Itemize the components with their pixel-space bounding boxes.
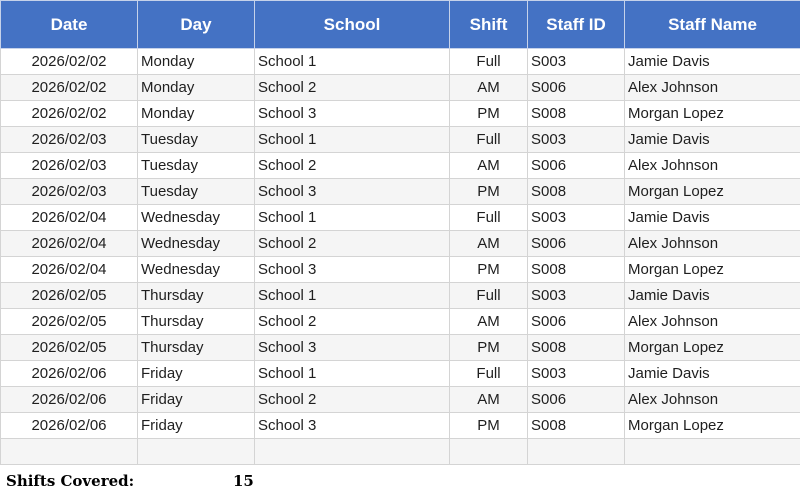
- staff-name-cell[interactable]: Alex Johnson: [625, 387, 800, 413]
- header-date[interactable]: Date: [1, 1, 138, 49]
- staff-name-cell[interactable]: Jamie Davis: [625, 205, 800, 231]
- school-cell[interactable]: School 3: [255, 179, 450, 205]
- day-cell[interactable]: Tuesday: [138, 127, 255, 153]
- staff-id-cell[interactable]: S008: [528, 413, 625, 439]
- staff-id-cell[interactable]: [528, 439, 625, 465]
- staff-id-cell[interactable]: S006: [528, 153, 625, 179]
- school-cell[interactable]: School 3: [255, 413, 450, 439]
- staff-name-cell[interactable]: Morgan Lopez: [625, 413, 800, 439]
- table-row: [1, 283, 800, 309]
- table-row: [1, 309, 800, 335]
- date-cell[interactable]: 2026/02/02: [1, 49, 138, 75]
- shift-cell[interactable]: [450, 439, 528, 465]
- staff-name-cell[interactable]: Jamie Davis: [625, 283, 800, 309]
- date-cell[interactable]: 2026/02/02: [1, 101, 138, 127]
- date-cell[interactable]: 2026/02/05: [1, 309, 138, 335]
- day-cell[interactable]: Wednesday: [138, 231, 255, 257]
- table-row: [1, 439, 800, 465]
- staff-id-cell[interactable]: S008: [528, 101, 625, 127]
- school-cell[interactable]: School 3: [255, 335, 450, 361]
- school-cell[interactable]: School 1: [255, 127, 450, 153]
- table-row: [1, 179, 800, 205]
- shift-cell[interactable]: PM: [450, 101, 528, 127]
- staff-name-cell[interactable]: [625, 439, 800, 465]
- shift-cell[interactable]: Full: [450, 361, 528, 387]
- table-row: [1, 257, 800, 283]
- shift-cell[interactable]: Full: [450, 205, 528, 231]
- staff-id-cell[interactable]: S008: [528, 335, 625, 361]
- staff-name-cell[interactable]: Jamie Davis: [625, 127, 800, 153]
- staff-name-cell[interactable]: Morgan Lopez: [625, 101, 800, 127]
- date-cell[interactable]: 2026/02/03: [1, 179, 138, 205]
- shift-cell[interactable]: AM: [450, 309, 528, 335]
- day-cell[interactable]: Tuesday: [138, 179, 255, 205]
- school-cell[interactable]: School 1: [255, 49, 450, 75]
- shift-cell[interactable]: AM: [450, 75, 528, 101]
- header-staff-name[interactable]: Staff Name: [625, 1, 800, 49]
- date-cell[interactable]: 2026/02/03: [1, 153, 138, 179]
- school-cell[interactable]: School 3: [255, 257, 450, 283]
- school-cell[interactable]: School 2: [255, 153, 450, 179]
- shift-cell[interactable]: Full: [450, 49, 528, 75]
- school-cell[interactable]: School 2: [255, 231, 450, 257]
- school-cell[interactable]: School 2: [255, 309, 450, 335]
- date-cell[interactable]: 2026/02/05: [1, 283, 138, 309]
- table-row: [1, 205, 800, 231]
- day-cell[interactable]: Friday: [138, 413, 255, 439]
- day-cell[interactable]: Thursday: [138, 309, 255, 335]
- staff-id-cell[interactable]: S003: [528, 127, 625, 153]
- day-cell[interactable]: Thursday: [138, 335, 255, 361]
- day-cell[interactable]: Monday: [138, 101, 255, 127]
- day-cell[interactable]: Wednesday: [138, 205, 255, 231]
- school-cell[interactable]: School 3: [255, 101, 450, 127]
- school-cell[interactable]: School 1: [255, 283, 450, 309]
- school-cell[interactable]: [255, 439, 450, 465]
- shift-cell[interactable]: AM: [450, 387, 528, 413]
- table-row: [1, 75, 800, 101]
- staff-name-cell[interactable]: Morgan Lopez: [625, 257, 800, 283]
- shift-cell[interactable]: Full: [450, 283, 528, 309]
- date-cell[interactable]: 2026/02/06: [1, 413, 138, 439]
- header-shift[interactable]: Shift: [450, 1, 528, 49]
- shift-cell[interactable]: PM: [450, 335, 528, 361]
- shift-cell[interactable]: PM: [450, 413, 528, 439]
- school-cell[interactable]: School 1: [255, 361, 450, 387]
- shift-cell[interactable]: PM: [450, 179, 528, 205]
- table-row: [1, 153, 800, 179]
- shift-cell[interactable]: AM: [450, 231, 528, 257]
- table-row: [1, 127, 800, 153]
- header-row: [1, 1, 800, 49]
- staff-name-cell[interactable]: Jamie Davis: [625, 49, 800, 75]
- table-row: [1, 413, 800, 439]
- table-row: [1, 49, 800, 75]
- staff-id-cell[interactable]: S006: [528, 75, 625, 101]
- day-cell[interactable]: Monday: [138, 75, 255, 101]
- date-cell[interactable]: 2026/02/06: [1, 387, 138, 413]
- staff-name-cell[interactable]: Alex Johnson: [625, 309, 800, 335]
- staff-id-cell[interactable]: S008: [528, 257, 625, 283]
- staff-name-cell[interactable]: Morgan Lopez: [625, 335, 800, 361]
- shift-cell[interactable]: Full: [450, 127, 528, 153]
- date-cell[interactable]: 2026/02/06: [1, 361, 138, 387]
- header-school[interactable]: School: [255, 1, 450, 49]
- date-cell[interactable]: 2026/02/03: [1, 127, 138, 153]
- table-row: [1, 361, 800, 387]
- table-row: [1, 231, 800, 257]
- date-cell[interactable]: 2026/02/04: [1, 231, 138, 257]
- shift-cell[interactable]: AM: [450, 153, 528, 179]
- staff-id-cell[interactable]: S008: [528, 179, 625, 205]
- day-cell[interactable]: Friday: [138, 361, 255, 387]
- date-cell[interactable]: 2026/02/02: [1, 75, 138, 101]
- school-cell[interactable]: School 2: [255, 387, 450, 413]
- school-cell[interactable]: School 1: [255, 205, 450, 231]
- date-cell[interactable]: 2026/02/05: [1, 335, 138, 361]
- table-row: [1, 101, 800, 127]
- staff-name-cell[interactable]: Alex Johnson: [625, 75, 800, 101]
- staff-name-cell[interactable]: Morgan Lopez: [625, 179, 800, 205]
- staff-id-cell[interactable]: S003: [528, 361, 625, 387]
- school-cell[interactable]: School 2: [255, 75, 450, 101]
- date-cell[interactable]: 2026/02/04: [1, 205, 138, 231]
- shifts-covered-label: Shifts Covered:: [6, 472, 134, 490]
- table-row: [1, 387, 800, 413]
- staff-id-cell[interactable]: S006: [528, 309, 625, 335]
- staff-id-cell[interactable]: S003: [528, 205, 625, 231]
- day-cell[interactable]: Tuesday: [138, 153, 255, 179]
- staff-name-cell[interactable]: Alex Johnson: [625, 231, 800, 257]
- date-cell[interactable]: 2026/02/04: [1, 257, 138, 283]
- staff-id-cell[interactable]: S003: [528, 283, 625, 309]
- staff-id-cell[interactable]: S003: [528, 49, 625, 75]
- day-cell[interactable]: Thursday: [138, 283, 255, 309]
- header-day[interactable]: Day: [138, 1, 255, 49]
- header-staff-id[interactable]: Staff ID: [528, 1, 625, 49]
- staff-name-cell[interactable]: Alex Johnson: [625, 153, 800, 179]
- day-cell[interactable]: [138, 439, 255, 465]
- shift-cell[interactable]: PM: [450, 257, 528, 283]
- day-cell[interactable]: Friday: [138, 387, 255, 413]
- staff-id-cell[interactable]: S006: [528, 231, 625, 257]
- day-cell[interactable]: Wednesday: [138, 257, 255, 283]
- staff-name-cell[interactable]: Jamie Davis: [625, 361, 800, 387]
- day-cell[interactable]: Monday: [138, 49, 255, 75]
- staff-id-cell[interactable]: S006: [528, 387, 625, 413]
- table-body: [1, 49, 800, 465]
- shifts-covered-value[interactable]: 15: [233, 472, 254, 490]
- date-cell[interactable]: [1, 439, 138, 465]
- shifts-covered-summary: [6, 472, 134, 490]
- table-row: [1, 335, 800, 361]
